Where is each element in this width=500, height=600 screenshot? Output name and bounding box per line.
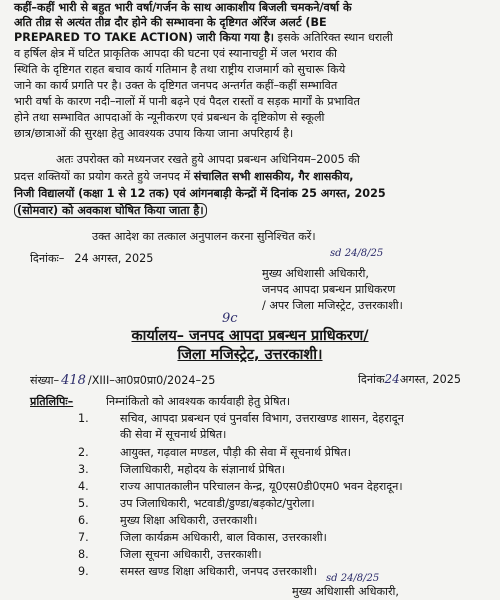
copy-item-text: जिलाधिकारी, महोदय के संज्ञानार्थ प्रेषित।	[120, 463, 285, 476]
para2-line2	[14, 169, 354, 184]
copy-item-number: 3.	[78, 463, 89, 476]
para1-line8: होने तथा सम्भावित आपदाओं के न्यूनीकरण एवं प्रबन्धन के दृष्टिकोण से स्कूली	[14, 111, 325, 124]
office-title-line1: कार्यालय– जनपद आपदा प्रबन्धन प्राधिकरण/	[131, 328, 369, 344]
holiday-announcement-box: (सोमवार) को अवकाश घोषित किया जाता है।	[14, 203, 207, 218]
para2-line2-bold: संचालित सभी शासकीय, गैर शासकीय,	[193, 170, 354, 183]
para1-line3	[14, 30, 393, 45]
copy-item-text: आयुक्त, गढ़वाल मण्डल, पौड़ी की सेवा में सूचनार्थ प्रेषित।	[120, 446, 351, 459]
para2-line4	[14, 203, 207, 218]
issue-date	[30, 251, 153, 266]
copy-item-number: 1.	[78, 412, 89, 425]
copy-item-number: 5.	[78, 497, 89, 510]
para1-line3-bold: PREPARED TO TAKE ACTION) जारी किया गया है।	[14, 31, 275, 44]
copy-item-text: उप जिलाधिकारी, भटवाडी/डुण्डा/बड़कोट/पुरोला।	[120, 497, 315, 510]
reference-number	[30, 373, 215, 388]
issue-date-label: दिनांकः–	[30, 252, 65, 265]
issue-date-value: 24 अगस्त, 2025	[74, 252, 154, 265]
signature2-line1: मुख्य अधिशासी अधिकारी,	[292, 585, 399, 598]
copy-label: प्रतिलिपिः–	[30, 395, 74, 408]
office-title-line2: जिला मजिस्ट्रेट, उत्तरकाशी।	[177, 347, 323, 363]
para1-line7: भारी वर्षा के कारण नदी–नालों में पानी बढ़ने एवं पैदल रास्तों व सड़क मार्गों के प्रभावित	[14, 95, 360, 108]
compliance-note: उक्त आदेश का तत्काल अनुपालन करना सुनिश्चित करें।	[92, 230, 316, 243]
para2-line2-plain: प्रदत्त शक्तियों का प्रयोग करते हुये जनपद में	[14, 170, 194, 183]
copy-item-number: 2.	[78, 446, 89, 459]
para1-line4: व हर्षिल क्षेत्र में घटित प्राकृतिक आपदा की घटना एवं स्यानाचट्टी में जल भराव की	[14, 47, 337, 60]
signature1-line1: मुख्य अधिशासी अधिकारी,	[262, 267, 369, 280]
reference-date	[358, 372, 461, 387]
para1-line3-rest: इसके अतिरिक्त स्थान धराली	[274, 31, 393, 44]
ref-date-label: दिनांक	[358, 373, 385, 386]
ref-date-value: 24	[384, 372, 400, 386]
copy-item-number: 6.	[78, 514, 89, 527]
copy-item-text: सचिव, आपदा प्रबन्धन एवं पुनर्वास विभाग, उत्तराखण्ड शासन, देहरादून	[120, 412, 404, 425]
para2-line3: निजी विद्यालयों (कक्षा 1 से 12 तक) एवं आंगनबाड़ी केन्द्रों में दिनांक 25 अगस्त, 2025	[14, 187, 386, 200]
signature1-line3: / अपर जिला मजिस्ट्रेट, उत्तरकाशी।	[262, 299, 403, 312]
signature-initials-2: sd 24/8/25	[326, 573, 380, 584]
para1-line5: स्थिति के दृष्टिगत राहत बचाव कार्य गतिमान है तथा राष्ट्रीय राजमार्ग को सुचारू किये	[14, 63, 346, 76]
ref-rest: /XIII–आ0प्र0प्रा0/2024–25	[87, 374, 216, 387]
para1-line2: अति तीव्र से अत्यंत तीव्र दौर होने की सम्भावना के दृष्टिगत ऑरेंज अलर्ट (BE	[14, 16, 327, 29]
ref-label: संख्या–	[30, 374, 60, 387]
signature1-line2: जनपद आपदा प्रबन्धन प्राधिकरण	[262, 283, 396, 296]
copy-item-number: 7.	[78, 531, 89, 544]
copy-item-text: समस्त खण्ड शिक्षा अधिकारी, जनपद उत्तरकाशी।	[120, 565, 317, 578]
copy-item-text: मुख्य शिक्षा अधिकारी, उत्तरकाशी।	[120, 514, 258, 527]
copy-item-text: की सेवा में सूचनार्थ प्रेषित।	[120, 428, 227, 441]
para1-line9: छात्र/छात्राओं की सुरक्षा हेतु आवश्यक उपाय किया जाना अपरिहार्य है।	[14, 127, 294, 140]
copy-item-number: 9.	[78, 565, 89, 578]
handwritten-mark: 9c	[222, 311, 238, 326]
copy-intro: निम्नांकितो को आवश्यक कार्यवाही हेतु प्रेषित।	[106, 395, 291, 408]
ref-date-rest: अगस्त, 2025	[399, 373, 461, 386]
copy-item-number: 4.	[78, 480, 89, 493]
para1-line6: जाने का कार्य प्रगति पर है। उक्त के दृष्टिगत जनपद अन्तर्गत कहीं–कहीं सम्भावित	[14, 79, 338, 92]
signature-initials-1: sd 24/8/25	[330, 248, 384, 259]
copy-item-text: राज्य आपातकालीन परिचालन केन्द्र, यू0एस0डी0एम0 भवन देहरादून।	[120, 480, 403, 493]
copy-item-text: जिला कार्यक्रम अधिकारी, बाल विकास, उत्तरकाशी।	[120, 531, 327, 544]
para2-line1: अतः उपरोक्त को मध्यनजर रखते हुये आपदा प्रबन्धन अधिनियम–2005 की	[56, 153, 360, 166]
para1-line1: कहीं–कहीं भारी से बहुत भारी वर्षा/गर्जन के साथ आकाशीय बिजली चमकने/वर्षा के	[14, 1, 352, 14]
copy-item-text: जिला सूचना अधिकारी, उत्तरकाशी।	[120, 548, 262, 561]
copy-item-number: 8.	[78, 548, 89, 561]
ref-number: 418	[61, 373, 86, 388]
